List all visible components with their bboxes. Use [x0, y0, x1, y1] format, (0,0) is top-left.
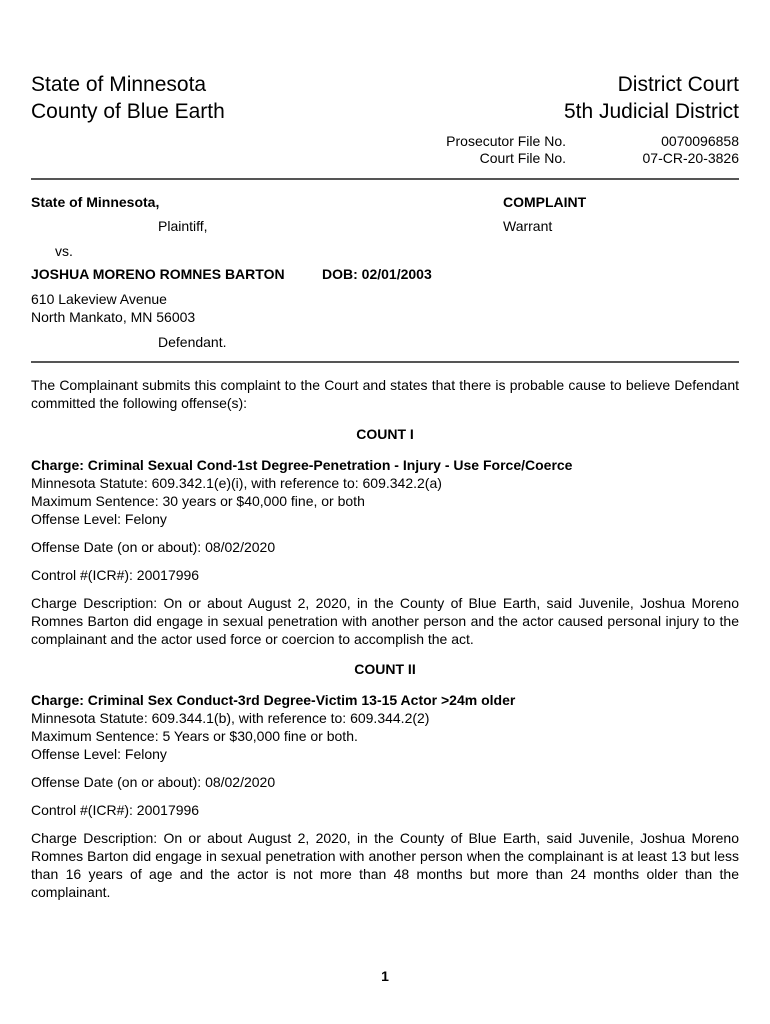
court-title: District Court [617, 73, 739, 96]
count-details [31, 691, 739, 763]
district-title: 5th Judicial District [563, 100, 739, 123]
max-sentence-line: Maximum Sentence: 5 Years or $30,000 fine or both. [31, 728, 358, 744]
address-line-1: 610 Lakeview Avenue [31, 291, 167, 307]
offense-level-line: Offense Level: Felony [31, 511, 167, 527]
caption-divider [31, 361, 739, 363]
page-number: 1 [381, 968, 389, 984]
plaintiff-name: State of Minnesota, [31, 194, 160, 210]
defendant-dob: DOB: 02/01/2003 [322, 266, 432, 282]
charge-title: Charge: Criminal Sex Conduct-3rd Degree-Victim 13-15 Actor >24m older [31, 692, 516, 708]
document-type: COMPLAINT [503, 194, 587, 210]
prosecutor-file-label: Prosecutor File No. [446, 133, 566, 149]
document-subtype: Warrant [503, 218, 553, 234]
count-details [31, 456, 739, 528]
county-title: County of Blue Earth [31, 100, 225, 123]
defendant-name: JOSHUA MORENO ROMNES BARTON [31, 266, 285, 282]
state-title: State of Minnesota [31, 73, 207, 96]
charge-description: Charge Description: On or about August 2, 2020, in the County of Blue Earth, said Juvenile, Joshua Moreno Romnes Barton did engage in sexual penetration with another person and the actor caused personal injury to the complainant and the actor used force or coercion to accomplish the act. [31, 595, 739, 647]
address-line-2: North Mankato, MN 56003 [31, 309, 196, 325]
control-number-line: Control #(ICR#): 20017996 [31, 567, 200, 583]
offense-date-line: Offense Date (on or about): 08/02/2020 [31, 774, 276, 790]
count-heading: COUNT I [356, 426, 414, 442]
max-sentence-line: Maximum Sentence: 30 years or $40,000 fine, or both [31, 493, 365, 509]
defendant-role: Defendant. [158, 334, 227, 350]
versus-label: vs. [55, 243, 73, 259]
statute-line: Minnesota Statute: 609.344.1(b), with reference to: 609.344.2(2) [31, 710, 430, 726]
intro-paragraph: The Complainant submits this complaint to the Court and states that there is probable cause to believe Defendant committed the following offense(s): [31, 377, 739, 411]
charge-title: Charge: Criminal Sexual Cond-1st Degree-Penetration - Injury - Use Force/Coerce [31, 457, 573, 473]
offense-level-line: Offense Level: Felony [31, 746, 167, 762]
header-divider [31, 178, 739, 180]
control-number-line: Control #(ICR#): 20017996 [31, 802, 200, 818]
court-file-number: 07-CR-20-3826 [642, 150, 739, 166]
prosecutor-file-number: 0070096858 [661, 133, 739, 149]
offense-date-line: Offense Date (on or about): 08/02/2020 [31, 539, 276, 555]
charge-description: Charge Description: On or about August 2, 2020, in the County of Blue Earth, said Juvenile, Joshua Moreno Romnes Barton did engage in sexual penetration with another person when the complainant is at least 13 but less than 16 years of age and the actor is not more than 48 months but more than 24 months older than the complainant. [31, 830, 739, 900]
statute-line: Minnesota Statute: 609.342.1(e)(i), with reference to: 609.342.2(a) [31, 475, 442, 491]
count-heading: COUNT II [354, 661, 416, 677]
plaintiff-role: Plaintiff, [158, 218, 208, 234]
court-file-label: Court File No. [479, 150, 566, 166]
